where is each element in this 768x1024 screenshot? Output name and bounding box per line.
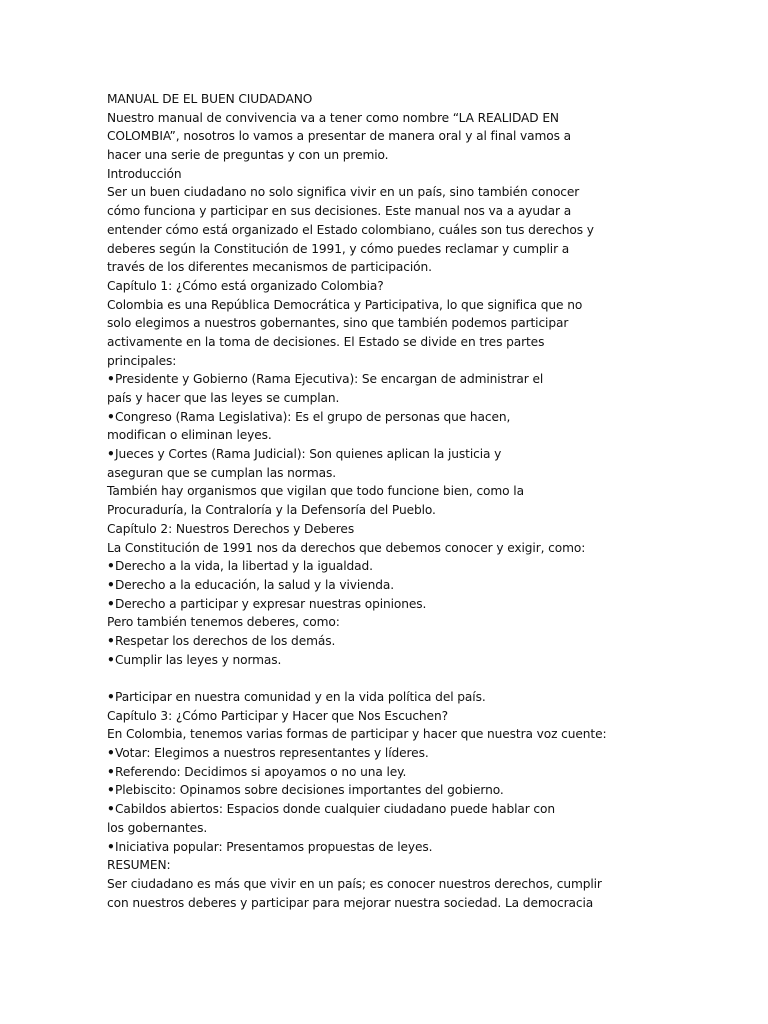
text-line: entender cómo está organizado el Estado colombiano, cuáles son tus derechos y: [107, 222, 594, 237]
bullet-line: • Congreso (Rama Legislativa): Es el grupo de personas que hacen,: [107, 408, 587, 427]
text-line: cómo funciona y participar en sus decisiones. Este manual nos va a ayudar a: [107, 204, 572, 219]
bullet-line: • Plebiscito: Opinamos sobre decisiones importantes del gobierno.: [107, 781, 587, 800]
bullet-line: • Participar en nuestra comunidad y en la vida política del país.: [107, 688, 587, 707]
text-line: Ser un buen ciudadano no solo significa vivir en un país, sino también conocer: [107, 185, 580, 200]
bullet-line: • Votar: Elegimos a nuestros representantes y líderes.: [107, 744, 587, 763]
text-line: Introducción: [107, 166, 182, 181]
text-line: La Constitución de 1991 nos da derechos que debemos conocer y exigir, como:: [107, 540, 586, 555]
document-page: [107, 90, 607, 912]
text-line: hacer una serie de preguntas y con un premio.: [107, 148, 389, 163]
text-line: Capítulo 1: ¿Cómo está organizado Colombia?: [107, 278, 384, 293]
text-line: aseguran que se cumplan las normas.: [107, 465, 337, 480]
text-line: RESUMEN:: [107, 858, 171, 873]
text-line: con nuestros deberes y participar para mejorar nuestra sociedad. La democracia: [107, 895, 594, 910]
text-line: deberes según la Constitución de 1991, y cómo puedes reclamar y cumplir a: [107, 241, 570, 256]
bullet-line: • Derecho a la vida, la libertad y la igualdad.: [107, 557, 587, 576]
bullet-line: • Cumplir las leyes y normas.: [107, 651, 587, 670]
bullet-line: • Presidente y Gobierno (Rama Ejecutiva): Se encargan de administrar el: [107, 370, 587, 389]
text-line: país y hacer que las leyes se cumplan.: [107, 391, 340, 405]
text-line: principales:: [107, 353, 177, 368]
text-line: activamente en la toma de decisiones. El Estado se divide en tres partes: [107, 334, 545, 349]
text-line: través de los diferentes mecanismos de participación.: [107, 260, 432, 275]
text-line: Procuraduría, la Contraloría y la Defensoría del Pueblo.: [107, 503, 436, 518]
text-line: Capítulo 2: Nuestros Derechos y Deberes: [107, 521, 355, 536]
bullet-line: • Derecho a participar y expresar nuestras opiniones.: [107, 595, 587, 614]
text-line: Pero también tenemos deberes, como:: [107, 615, 340, 630]
bullet-line: • Derecho a la educación, la salud y la vivienda.: [107, 576, 587, 595]
text-line: Nuestro manual de convivencia va a tener como nombre “LA REALIDAD EN: [107, 110, 559, 125]
text-line: solo elegimos a nuestros gobernantes, sino que también podemos participar: [107, 316, 569, 331]
bullet-line: • Referendo: Decidimos si apoyamos o no una ley.: [107, 763, 587, 782]
text-line: modifican o eliminan leyes.: [107, 428, 272, 443]
text-line: MANUAL DE EL BUEN CIUDADANO: [107, 92, 313, 106]
text-line: Capítulo 3: ¿Cómo Participar y Hacer que Nos Escuchen?: [107, 708, 448, 723]
bullet-line: • Respetar los derechos de los demás.: [107, 632, 587, 651]
text-line: En Colombia, tenemos varias formas de participar y hacer que nuestra voz cuente:: [107, 727, 607, 742]
text-line: los gobernantes.: [107, 820, 208, 835]
bullet-line: • Cabildos abiertos: Espacios donde cualquier ciudadano puede hablar con: [107, 800, 587, 819]
text-line: COLOMBIA”, nosotros lo vamos a presentar de manera oral y al final vamos a: [107, 129, 572, 144]
text-line: Ser ciudadano es más que vivir en un país; es conocer nuestros derechos, cumplir: [107, 876, 602, 891]
blank-line: [107, 669, 587, 688]
text-line: Colombia es una República Democrática y Participativa, lo que significa que no: [107, 297, 583, 312]
bullet-line: • Iniciativa popular: Presentamos propuestas de leyes.: [107, 838, 587, 857]
bullet-line: • Jueces y Cortes (Rama Judicial): Son quienes aplican la justicia y: [107, 445, 587, 464]
text-line: También hay organismos que vigilan que todo funcione bien, como la: [107, 484, 524, 499]
